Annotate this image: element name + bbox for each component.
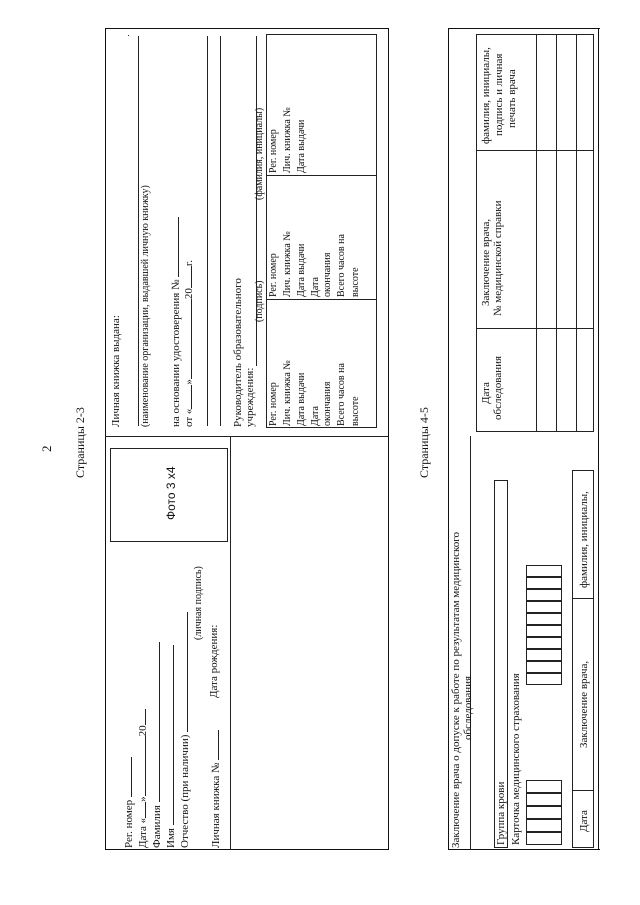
insurance-cell[interactable] xyxy=(526,613,562,625)
org-line xyxy=(128,35,129,36)
rb-row-3 xyxy=(576,34,577,432)
reg-col-sep-1 xyxy=(266,299,377,300)
top-frame-left xyxy=(105,28,106,850)
lb-header-date: Дата xyxy=(578,810,590,832)
insurance-cell[interactable] xyxy=(526,661,562,673)
rb-header-conclusion-1: Заключение врача, xyxy=(480,218,492,306)
rb-header-signature-2: подпись и личная xyxy=(493,53,505,136)
personal-signature-caption: (личная подпись) xyxy=(193,566,204,640)
col2-end: окончания xyxy=(322,252,333,297)
name-field: Имя xyxy=(163,645,178,848)
col2-height: высоте xyxy=(350,267,361,297)
reg-col-sep-2 xyxy=(266,175,377,176)
basis-field: на основании удостоверения № xyxy=(168,217,183,427)
reg-number-label: Рег. номер xyxy=(121,757,136,848)
insurance-cell[interactable] xyxy=(526,637,562,649)
col3-book: Лич. книжка № xyxy=(282,107,293,173)
insurance-cell[interactable] xyxy=(526,673,562,685)
reg-col-divider-1 xyxy=(266,300,267,301)
col3-issue: Дата выдачи xyxy=(296,119,307,173)
top-frame-right xyxy=(388,28,389,850)
bottom-frame-top xyxy=(448,28,600,29)
pages-2-3-label: Страницы 2-3 xyxy=(73,407,87,478)
insurance-cell[interactable] xyxy=(526,806,562,819)
col2-reg: Рег. номер xyxy=(268,253,279,297)
bottom-middle-divider xyxy=(470,436,471,850)
blood-group-label: Группа крови xyxy=(495,781,507,845)
insurance-cell[interactable] xyxy=(526,649,562,661)
insurance-cell[interactable] xyxy=(526,589,562,601)
insurance-cell[interactable] xyxy=(526,793,562,806)
rb-row-2 xyxy=(556,34,557,432)
insurance-cells-left xyxy=(526,780,562,846)
insurance-cell[interactable] xyxy=(526,625,562,637)
page-number: 2 xyxy=(39,445,54,452)
middle-divider xyxy=(230,436,231,850)
signature-caption: (подпись) xyxy=(254,280,265,322)
lb-sep-1 xyxy=(572,790,594,791)
rb-header-date-1: Дата xyxy=(480,382,492,404)
date-field: Дата «»20 xyxy=(135,709,150,848)
book-number-field: Личная книжка № xyxy=(208,730,223,848)
col1-height: высоте xyxy=(350,396,361,426)
lb-sep-2 xyxy=(572,598,594,599)
lb-header-conclusion: Заключение врача, xyxy=(578,660,590,748)
insurance-cell[interactable] xyxy=(526,577,562,589)
rb-row-1 xyxy=(536,34,537,432)
insurance-cell[interactable] xyxy=(526,780,562,793)
top-frame-top xyxy=(105,28,389,29)
issued-title: Личная книжка выдана: xyxy=(110,315,122,427)
surname-field: Фамилия xyxy=(149,642,164,848)
conclusion-title-1: Заключение врача о допуске к работе по результатам медицинского xyxy=(450,531,462,848)
rb-header-signature-1: фамилия, инициалы, xyxy=(480,47,492,144)
birth-date-label: Дата рождения: xyxy=(208,624,220,698)
col1-issue: Дата выдачи xyxy=(296,372,307,426)
col1-reg: Рег. номер xyxy=(268,382,279,426)
insurance-cell[interactable] xyxy=(526,819,562,832)
from-date-field: от «»20г. xyxy=(183,260,195,427)
col2-issue: Дата выдачи xyxy=(296,243,307,297)
extra-line-2 xyxy=(220,36,221,426)
col1-date: Дата xyxy=(310,406,321,426)
lb-header-initials: фамилия, инициалы, xyxy=(578,491,590,588)
rb-header-date-2: обследования xyxy=(492,355,504,420)
insurance-cell[interactable] xyxy=(526,601,562,613)
patronymic-field: Отчество (при наличии) xyxy=(177,612,192,848)
col3-reg: Рег. номер xyxy=(268,129,279,173)
col1-hours: Всего часов на xyxy=(336,363,347,426)
org-underline xyxy=(138,36,139,426)
extra-line-1 xyxy=(207,36,208,426)
col1-book: Лич. книжка № xyxy=(282,360,293,426)
top-frame-bottom xyxy=(105,849,389,850)
pages-4-5-label: Страницы 4-5 xyxy=(417,407,431,478)
insurance-card-label: Карточка медицинского страхования xyxy=(510,673,522,845)
rb-header-conclusion-2: № медицинской справки xyxy=(492,200,504,316)
col2-date: Дата xyxy=(310,277,321,297)
bottom-frame-left xyxy=(448,28,449,850)
col2-book: Лич. книжка № xyxy=(282,231,293,297)
head-line-2: учреждения: xyxy=(244,367,256,427)
initials-caption: (фамилия, инициалы) xyxy=(254,107,265,200)
rb-header-signature-3: печать врача xyxy=(506,69,518,128)
insurance-cell[interactable] xyxy=(526,565,562,577)
org-caption: (наименование организации, выдавшей личную книжку) xyxy=(140,185,151,427)
conclusion-title-2: обследования xyxy=(462,675,474,740)
col2-hours: Всего часов на xyxy=(336,234,347,297)
photo-label: Фото 3 х4 xyxy=(164,466,178,520)
insurance-cell[interactable] xyxy=(526,832,562,845)
head-line-1: Руководитель образовательного xyxy=(232,278,244,427)
col1-end: окончания xyxy=(322,381,333,426)
right-header-line xyxy=(105,436,388,437)
bottom-frame-right xyxy=(598,28,599,850)
